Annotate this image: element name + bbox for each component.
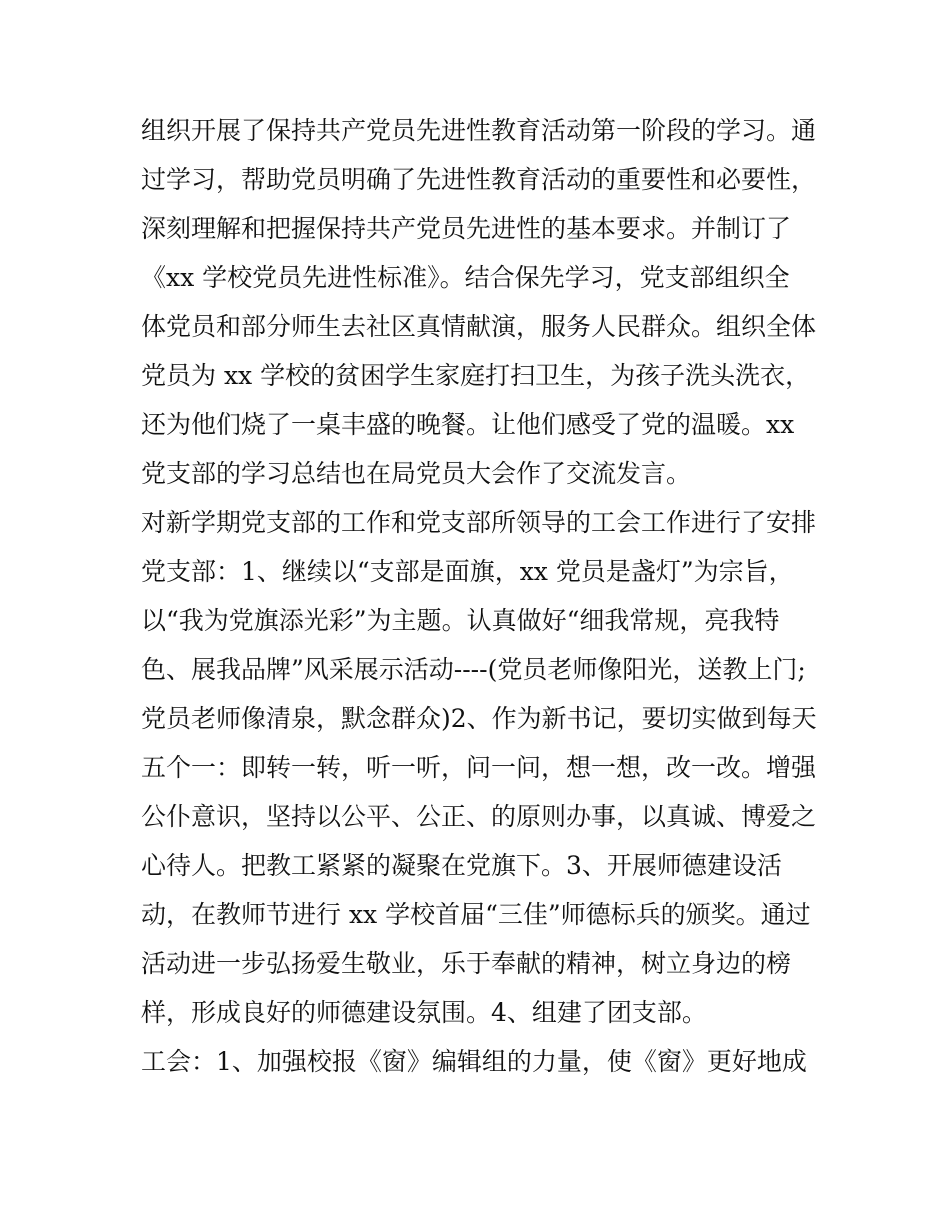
text-line-8: 党支部的学习总结也在局党员大会作了交流发言。 <box>141 459 692 488</box>
text-line-9: 对新学期党支部的工作和党支部所领导的工会工作进行了安排 <box>141 508 817 537</box>
text-line-1: 组织开展了保持共产党员先进性教育活动第一阶段的学习。通 <box>141 116 817 145</box>
text-line-3: 深刻理解和把握保持共产党员先进性的基本要求。并制订了 <box>141 214 792 243</box>
text-line-19: 样，形成良好的师德建设氛围。4、组建了团支部。 <box>141 998 707 1027</box>
text-line-12: 色、展我品牌”风采展示活动----(党员老师像阳光，送教上门; <box>141 655 806 684</box>
text-line-17: 动，在教师节进行 xx 学校首届“三佳”师德标兵的颁奖。通过 <box>141 900 811 929</box>
text-line-15: 公仆意识，坚持以公平、公正、的原则办事，以真诚、博爱之 <box>141 802 817 831</box>
text-line-14: 五个一：即转一转，听一听，问一问，想一想，改一改。增强 <box>141 753 817 782</box>
text-line-5: 体党员和部分师生去社区真情献演，服务人民群众。组织全体 <box>141 312 817 341</box>
text-line-16: 心待人。把教工紧紧的凝聚在党旗下。3、开展师德建设活 <box>141 851 782 880</box>
document-body <box>141 106 831 1086</box>
text-line-11: 以“我为党旗添光彩”为主题。认真做好“细我常规，亮我特 <box>141 606 780 635</box>
text-line-2: 过学习，帮助党员明确了先进性教育活动的重要性和必要性， <box>141 165 817 194</box>
text-line-10: 党支部：1、继续以“支部是面旗，xx 党员是盏灯”为宗旨， <box>141 557 794 586</box>
text-line-7: 还为他们烧了一桌丰盛的晚餐。让他们感受了党的温暖。xx <box>141 410 795 439</box>
text-line-18: 活动进一步弘扬爱生敬业，乐于奉献的精神，树立身边的榜 <box>141 949 792 978</box>
text-line-13: 党员老师像清泉，默念群众)2、作为新书记，要切实做到每天 <box>141 704 817 733</box>
text-line-4: 《xx 学校党员先进性标准》。结合保先学习，党支部组织全 <box>141 263 790 292</box>
text-line-20: 工会：1、加强校报《窗》编辑组的力量，使《窗》更好地成 <box>141 1047 807 1076</box>
text-line-6: 党员为 xx 学校的贫困学生家庭打扫卫生，为孩子洗头洗衣， <box>141 361 811 390</box>
